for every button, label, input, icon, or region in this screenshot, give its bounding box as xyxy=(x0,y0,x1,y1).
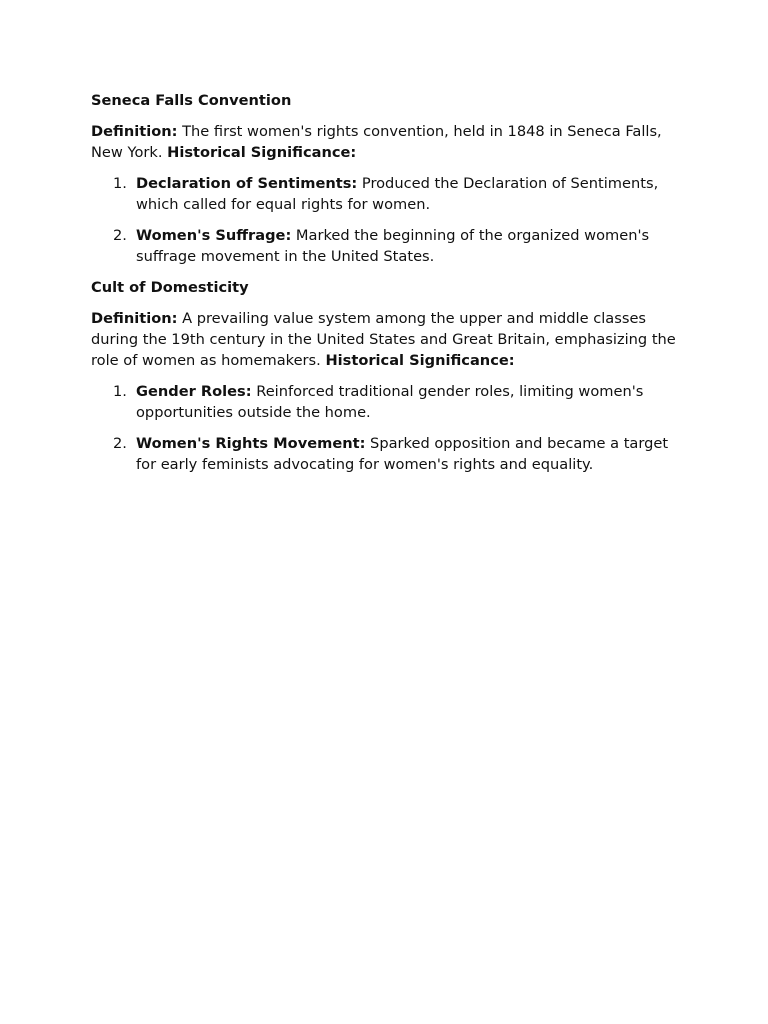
section-cult-of-domesticity xyxy=(91,277,681,475)
list-term: Declaration of Sentiments: xyxy=(136,175,358,192)
definition-paragraph xyxy=(91,308,681,371)
list-number: 1. xyxy=(113,175,127,192)
definition-paragraph xyxy=(91,121,681,163)
list-number: 1. xyxy=(113,383,127,400)
definition-text: The first women's rights convention, held in 1848 in Seneca Falls, New York. xyxy=(91,123,662,161)
section-seneca-falls xyxy=(91,90,681,267)
definition-label: Definition: xyxy=(91,310,178,327)
list-number: 2. xyxy=(113,435,127,452)
definition-label: Definition: xyxy=(91,123,178,140)
list-text: Reinforced traditional gender roles, limiting women's opportunities outside the home. xyxy=(136,383,644,421)
list-text: Marked the beginning of the organized women's suffrage movement in the United States. xyxy=(136,227,650,265)
list-text: Sparked opposition and became a target for early feminists advocating for women's rights and equality. xyxy=(136,435,669,473)
section-title: Cult of Domesticity xyxy=(91,279,249,296)
document-page xyxy=(91,90,681,485)
list-number: 2. xyxy=(113,227,127,244)
list-item xyxy=(91,173,681,215)
list-item xyxy=(91,381,681,423)
list-term: Gender Roles: xyxy=(136,383,252,400)
significance-list xyxy=(91,173,681,267)
list-item xyxy=(91,225,681,267)
significance-list xyxy=(91,381,681,475)
significance-label: Historical Significance: xyxy=(325,352,515,369)
list-item xyxy=(91,433,681,475)
section-title: Seneca Falls Convention xyxy=(91,92,292,109)
list-term: Women's Suffrage: xyxy=(136,227,292,244)
significance-label: Historical Significance: xyxy=(167,144,357,161)
definition-text: A prevailing value system among the upper and middle classes during the 19th century in the United States and Great Britain, emphasizing the role of women as homemakers. xyxy=(91,310,676,369)
list-term: Women's Rights Movement: xyxy=(136,435,366,452)
list-text: Produced the Declaration of Sentiments, which called for equal rights for women. xyxy=(136,175,659,213)
